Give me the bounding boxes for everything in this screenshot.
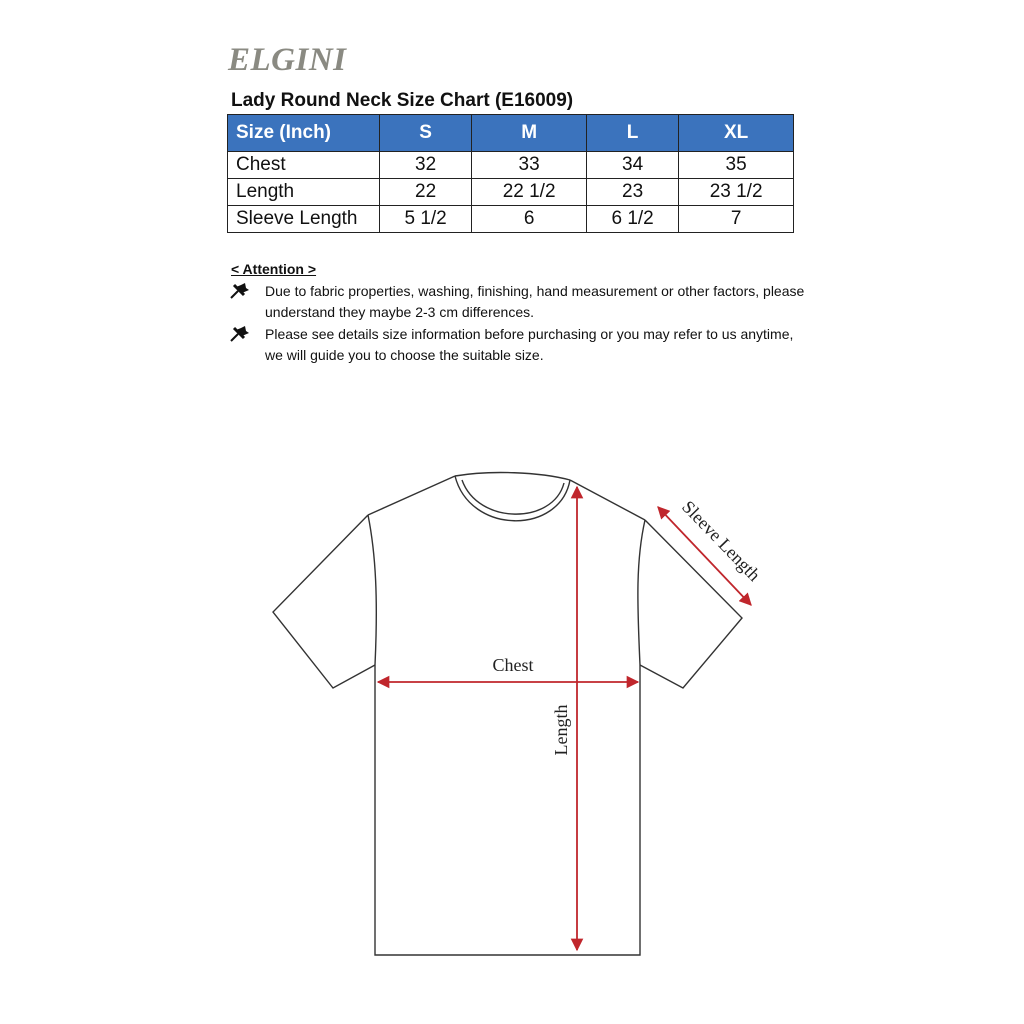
length-label: Length: [551, 704, 571, 756]
attention-heading: < Attention >: [231, 261, 317, 277]
table-cell: 35: [679, 152, 794, 179]
table-cell: 23: [586, 179, 678, 206]
brand-logo: ELGINI: [228, 42, 347, 78]
table-cell: 6: [472, 206, 587, 233]
row-label: Length: [228, 179, 380, 206]
attention-note: Due to fabric properties, washing, finishing, hand measurement or other factors, please understand they maybe 2-3 cm differences.: [265, 283, 805, 320]
chest-label: Chest: [492, 655, 534, 675]
header-cell: M: [472, 115, 587, 152]
row-label: Chest: [228, 152, 380, 179]
table-cell: 7: [679, 206, 794, 233]
page-title: Lady Round Neck Size Chart (E16009): [231, 90, 574, 111]
header-cell: Size (Inch): [228, 115, 380, 152]
table-cell: 22: [380, 179, 472, 206]
header-cell: XL: [679, 115, 794, 152]
row-label: Sleeve Length: [228, 206, 380, 233]
tshirt-outline: [273, 473, 742, 955]
header-cell: S: [380, 115, 472, 152]
table-cell: 33: [472, 152, 587, 179]
table-cell: 34: [586, 152, 678, 179]
table-cell: 22 1/2: [472, 179, 587, 206]
table-cell: 6 1/2: [586, 206, 678, 233]
attention-note: Please see details size information before purchasing or you may refer to us anytime, we will guide you to choose the suitable size.: [265, 326, 794, 363]
header-cell: L: [586, 115, 678, 152]
sleeve-length-label: Sleeve Length: [678, 496, 765, 585]
table-cell: 32: [380, 152, 472, 179]
table-cell: 5 1/2: [380, 206, 472, 233]
table-cell: 23 1/2: [679, 179, 794, 206]
